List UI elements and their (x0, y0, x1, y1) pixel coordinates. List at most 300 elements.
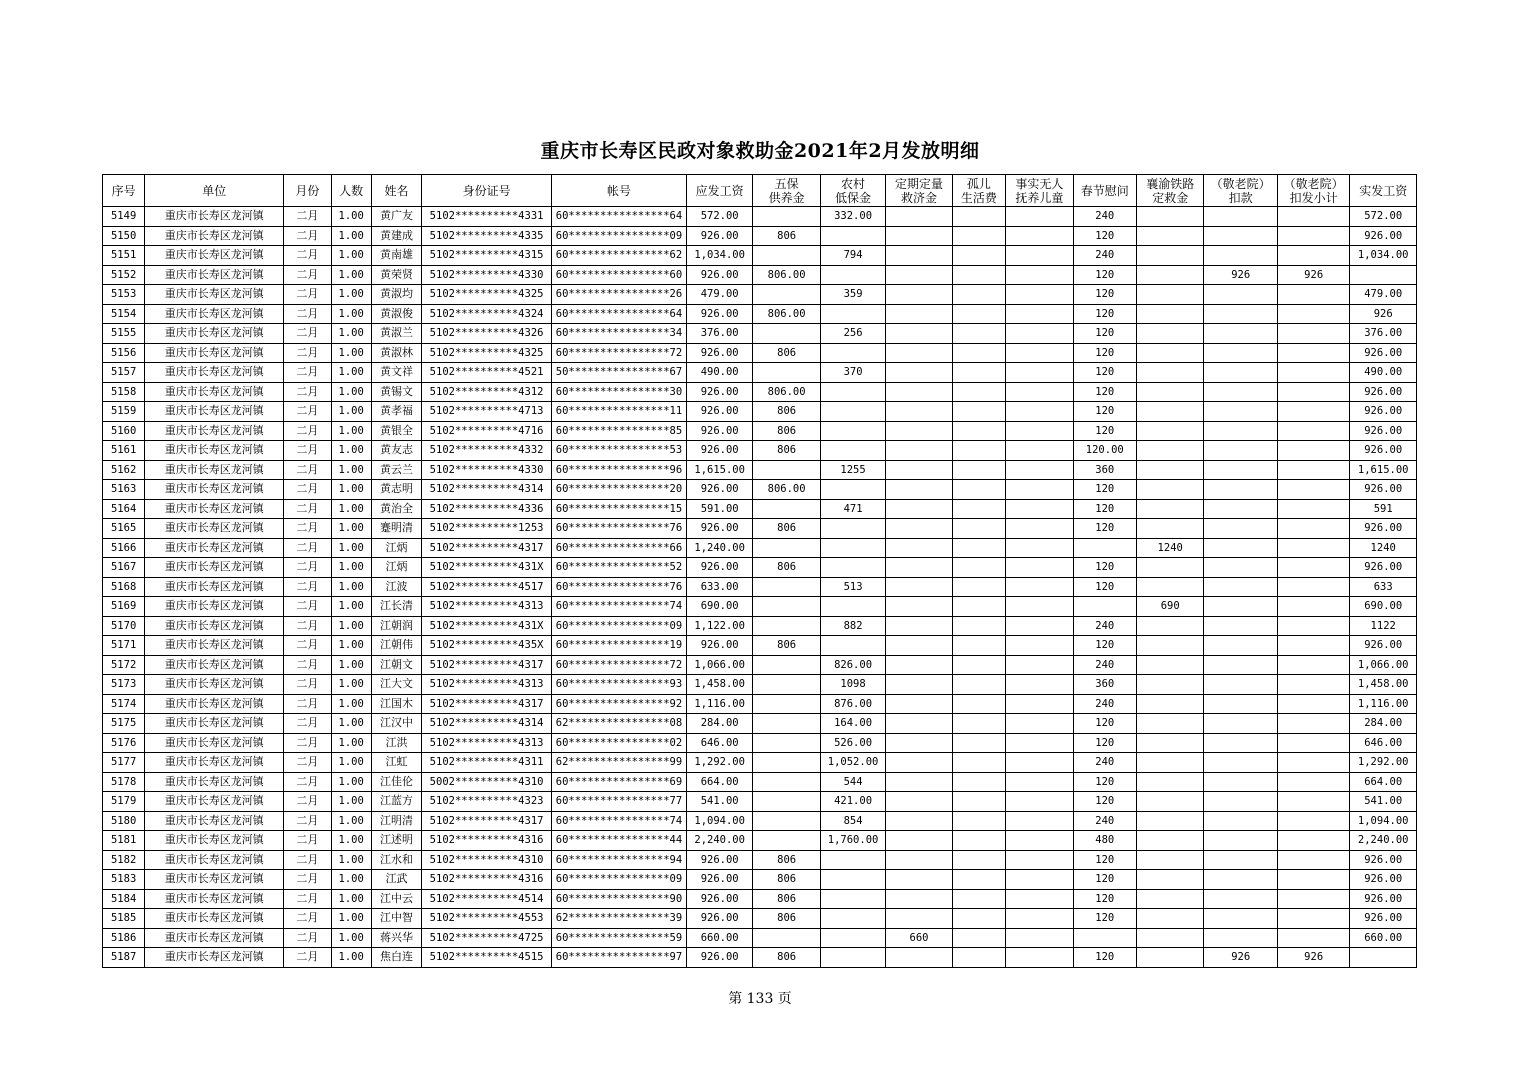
cell-rural-subsistence (820, 558, 885, 578)
cell-five-guarantee: 806 (753, 226, 820, 246)
cell-name: 黄淑均 (371, 285, 421, 305)
header-col-seq: 序号 (103, 175, 145, 207)
table-header-row (103, 175, 1417, 207)
cell-orphan-living (952, 538, 1005, 558)
cell-id-number: 5102**********4313 (422, 733, 552, 753)
cell-net-pay: 926.00 (1350, 343, 1417, 363)
cell-unit: 重庆市长寿区龙河镇 (145, 324, 284, 344)
cell-orphan-living (952, 246, 1005, 266)
cell-fixed-relief (886, 636, 952, 656)
cell-rural-subsistence: 1255 (820, 460, 885, 480)
table-row (103, 519, 1417, 539)
cell-unit: 重庆市长寿区龙河镇 (145, 304, 284, 324)
cell-unsupported-child (1006, 499, 1073, 519)
cell-fixed-relief (886, 343, 952, 363)
cell-id-number: 5102**********4311 (422, 753, 552, 773)
cell-name: 江中云 (371, 889, 421, 909)
cell-id-number: 5102**********4325 (422, 285, 552, 305)
cell-count: 1.00 (331, 714, 371, 734)
cell-five-guarantee: 806 (753, 421, 820, 441)
cell-unsupported-child (1006, 421, 1073, 441)
table-row (103, 948, 1417, 968)
cell-id-number: 5102**********4517 (422, 577, 552, 597)
cell-seq: 5153 (103, 285, 145, 305)
cell-unit: 重庆市长寿区龙河镇 (145, 363, 284, 383)
cell-id-number: 5102**********4515 (422, 948, 552, 968)
cell-gross-pay: 926.00 (686, 519, 752, 539)
cell-unit: 重庆市长寿区龙河镇 (145, 441, 284, 461)
cell-id-number: 5102**********4323 (422, 792, 552, 812)
cell-count: 1.00 (331, 363, 371, 383)
table-row (103, 304, 1417, 324)
table-row (103, 870, 1417, 890)
cell-seq: 5183 (103, 870, 145, 890)
table-row (103, 460, 1417, 480)
cell-unsupported-child (1006, 519, 1073, 539)
cell-month: 二月 (284, 421, 331, 441)
cell-month: 二月 (284, 850, 331, 870)
cell-account: 60****************94 (552, 850, 687, 870)
cell-unsupported-child (1006, 636, 1073, 656)
cell-nursing-deduction (1204, 792, 1278, 812)
cell-count: 1.00 (331, 402, 371, 422)
cell-id-number: 5102**********4317 (422, 694, 552, 714)
cell-id-number: 5102**********4312 (422, 382, 552, 402)
cell-month: 二月 (284, 324, 331, 344)
cell-month: 二月 (284, 831, 331, 851)
cell-nursing-deduction-subtotal (1277, 870, 1349, 890)
cell-five-guarantee: 806 (753, 519, 820, 539)
cell-nursing-deduction (1204, 441, 1278, 461)
cell-nursing-deduction-subtotal (1277, 909, 1349, 929)
cell-seq: 5155 (103, 324, 145, 344)
cell-spring-festival: 240 (1073, 246, 1136, 266)
cell-id-number: 5102**********1253 (422, 519, 552, 539)
cell-account: 60****************09 (552, 870, 687, 890)
cell-count: 1.00 (331, 558, 371, 578)
table-row (103, 655, 1417, 675)
cell-unit: 重庆市长寿区龙河镇 (145, 538, 284, 558)
cell-nursing-deduction (1204, 772, 1278, 792)
cell-nursing-deduction (1204, 343, 1278, 363)
cell-name: 江洪 (371, 733, 421, 753)
cell-rural-subsistence: 882 (820, 616, 885, 636)
cell-fixed-relief (886, 324, 952, 344)
cell-name: 江大文 (371, 675, 421, 695)
cell-fixed-relief: 660 (886, 928, 952, 948)
cell-account: 60****************52 (552, 558, 687, 578)
cell-five-guarantee (753, 538, 820, 558)
cell-nursing-deduction-subtotal: 926 (1277, 948, 1349, 968)
cell-orphan-living (952, 733, 1005, 753)
cell-fixed-relief (886, 597, 952, 617)
table-row (103, 694, 1417, 714)
cell-count: 1.00 (331, 421, 371, 441)
cell-rural-subsistence (820, 909, 885, 929)
cell-five-guarantee (753, 694, 820, 714)
cell-railway-relief (1136, 753, 1203, 773)
cell-seq: 5154 (103, 304, 145, 324)
cell-five-guarantee (753, 772, 820, 792)
cell-gross-pay: 926.00 (686, 480, 752, 500)
header-col-month: 月份 (284, 175, 331, 207)
cell-net-pay: 1,066.00 (1350, 655, 1417, 675)
cell-gross-pay: 376.00 (686, 324, 752, 344)
cell-railway-relief (1136, 304, 1203, 324)
cell-count: 1.00 (331, 226, 371, 246)
cell-name: 江虹 (371, 753, 421, 773)
table-row (103, 480, 1417, 500)
cell-net-pay: 1,116.00 (1350, 694, 1417, 714)
cell-month: 二月 (284, 363, 331, 383)
cell-gross-pay: 284.00 (686, 714, 752, 734)
table-row (103, 402, 1417, 422)
cell-gross-pay: 591.00 (686, 499, 752, 519)
cell-name: 黄广友 (371, 207, 421, 227)
cell-seq: 5185 (103, 909, 145, 929)
cell-nursing-deduction (1204, 655, 1278, 675)
cell-account: 50****************67 (552, 363, 687, 383)
cell-railway-relief (1136, 636, 1203, 656)
cell-month: 二月 (284, 597, 331, 617)
cell-count: 1.00 (331, 831, 371, 851)
cell-orphan-living (952, 714, 1005, 734)
cell-account: 60****************74 (552, 597, 687, 617)
cell-month: 二月 (284, 226, 331, 246)
cell-month: 二月 (284, 694, 331, 714)
cell-fixed-relief (886, 519, 952, 539)
cell-fixed-relief (886, 226, 952, 246)
cell-five-guarantee (753, 363, 820, 383)
cell-unsupported-child (1006, 948, 1073, 968)
cell-fixed-relief (886, 811, 952, 831)
cell-month: 二月 (284, 675, 331, 695)
cell-rural-subsistence (820, 519, 885, 539)
cell-five-guarantee: 806 (753, 909, 820, 929)
header-col-rural-subsistence: 农村 低保金 (820, 175, 885, 207)
cell-five-guarantee (753, 753, 820, 773)
cell-net-pay: 926.00 (1350, 850, 1417, 870)
cell-unsupported-child (1006, 694, 1073, 714)
cell-name: 江佳伦 (371, 772, 421, 792)
cell-unit: 重庆市长寿区龙河镇 (145, 948, 284, 968)
cell-name: 黄银全 (371, 421, 421, 441)
cell-month: 二月 (284, 792, 331, 812)
cell-nursing-deduction-subtotal (1277, 499, 1349, 519)
cell-orphan-living (952, 343, 1005, 363)
cell-gross-pay: 490.00 (686, 363, 752, 383)
cell-month: 二月 (284, 636, 331, 656)
cell-name: 蒋兴华 (371, 928, 421, 948)
cell-id-number: 5102**********4317 (422, 655, 552, 675)
cell-id-number: 5102**********4521 (422, 363, 552, 383)
cell-net-pay: 926.00 (1350, 382, 1417, 402)
cell-id-number: 5102**********4326 (422, 324, 552, 344)
cell-nursing-deduction (1204, 460, 1278, 480)
cell-spring-festival: 120 (1073, 909, 1136, 929)
cell-count: 1.00 (331, 382, 371, 402)
cell-account: 62****************08 (552, 714, 687, 734)
cell-five-guarantee (753, 499, 820, 519)
cell-fixed-relief (886, 948, 952, 968)
cell-nursing-deduction-subtotal: 926 (1277, 265, 1349, 285)
cell-rural-subsistence: 256 (820, 324, 885, 344)
cell-seq: 5181 (103, 831, 145, 851)
cell-orphan-living (952, 694, 1005, 714)
cell-id-number: 5102**********4313 (422, 597, 552, 617)
cell-name: 黄文祥 (371, 363, 421, 383)
cell-orphan-living (952, 460, 1005, 480)
cell-account: 60****************92 (552, 694, 687, 714)
cell-count: 1.00 (331, 480, 371, 500)
cell-spring-festival (1073, 538, 1136, 558)
cell-nursing-deduction (1204, 538, 1278, 558)
cell-gross-pay: 1,034.00 (686, 246, 752, 266)
cell-rural-subsistence (820, 889, 885, 909)
cell-id-number: 5102**********4514 (422, 889, 552, 909)
cell-spring-festival: 240 (1073, 694, 1136, 714)
cell-spring-festival: 120 (1073, 324, 1136, 344)
cell-fixed-relief (886, 616, 952, 636)
cell-nursing-deduction (1204, 733, 1278, 753)
cell-unit: 重庆市长寿区龙河镇 (145, 265, 284, 285)
cell-unit: 重庆市长寿区龙河镇 (145, 460, 284, 480)
cell-account: 60****************30 (552, 382, 687, 402)
cell-name: 黄孝福 (371, 402, 421, 422)
relief-fund-table (102, 174, 1417, 968)
cell-nursing-deduction (1204, 616, 1278, 636)
cell-seq: 5171 (103, 636, 145, 656)
cell-spring-festival: 120 (1073, 421, 1136, 441)
cell-unsupported-child (1006, 343, 1073, 363)
table-row (103, 499, 1417, 519)
cell-net-pay: 572.00 (1350, 207, 1417, 227)
cell-id-number: 5102**********4336 (422, 499, 552, 519)
cell-nursing-deduction-subtotal (1277, 850, 1349, 870)
cell-seq: 5182 (103, 850, 145, 870)
cell-nursing-deduction (1204, 909, 1278, 929)
cell-month: 二月 (284, 499, 331, 519)
cell-nursing-deduction-subtotal (1277, 558, 1349, 578)
cell-account: 60****************34 (552, 324, 687, 344)
cell-orphan-living (952, 616, 1005, 636)
cell-five-guarantee (753, 714, 820, 734)
cell-id-number: 5102**********4324 (422, 304, 552, 324)
cell-id-number: 5102**********4331 (422, 207, 552, 227)
cell-fixed-relief (886, 441, 952, 461)
cell-railway-relief (1136, 246, 1203, 266)
cell-net-pay: 926.00 (1350, 519, 1417, 539)
cell-five-guarantee: 806.00 (753, 480, 820, 500)
cell-seq: 5160 (103, 421, 145, 441)
cell-nursing-deduction (1204, 675, 1278, 695)
cell-nursing-deduction-subtotal (1277, 382, 1349, 402)
cell-unit: 重庆市长寿区龙河镇 (145, 421, 284, 441)
table-row (103, 733, 1417, 753)
cell-net-pay: 926.00 (1350, 636, 1417, 656)
cell-spring-festival: 240 (1073, 207, 1136, 227)
cell-account: 60****************26 (552, 285, 687, 305)
cell-month: 二月 (284, 558, 331, 578)
cell-railway-relief (1136, 772, 1203, 792)
cell-name: 黄志明 (371, 480, 421, 500)
cell-month: 二月 (284, 441, 331, 461)
cell-rural-subsistence (820, 304, 885, 324)
cell-nursing-deduction (1204, 714, 1278, 734)
cell-nursing-deduction-subtotal (1277, 636, 1349, 656)
header-col-nursing-deduction: （敬老院） 扣款 (1204, 175, 1278, 207)
cell-name: 江述明 (371, 831, 421, 851)
table-row (103, 285, 1417, 305)
cell-nursing-deduction (1204, 226, 1278, 246)
cell-id-number: 5102**********4716 (422, 421, 552, 441)
cell-gross-pay: 660.00 (686, 928, 752, 948)
cell-id-number: 5102**********4330 (422, 460, 552, 480)
cell-nursing-deduction (1204, 324, 1278, 344)
cell-name: 江明清 (371, 811, 421, 831)
table-row (103, 226, 1417, 246)
cell-unsupported-child (1006, 928, 1073, 948)
header-col-count: 人数 (331, 175, 371, 207)
cell-unit: 重庆市长寿区龙河镇 (145, 928, 284, 948)
cell-seq: 5170 (103, 616, 145, 636)
cell-seq: 5163 (103, 480, 145, 500)
cell-account: 62****************39 (552, 909, 687, 929)
header-col-orphan-living: 孤儿 生活费 (952, 175, 1005, 207)
cell-nursing-deduction (1204, 382, 1278, 402)
cell-account: 60****************20 (552, 480, 687, 500)
cell-id-number: 5102**********4315 (422, 246, 552, 266)
cell-fixed-relief (886, 363, 952, 383)
cell-name: 江炳 (371, 538, 421, 558)
table-row (103, 207, 1417, 227)
cell-nursing-deduction-subtotal (1277, 343, 1349, 363)
cell-id-number: 5102**********431X (422, 558, 552, 578)
cell-net-pay: 926.00 (1350, 421, 1417, 441)
cell-orphan-living (952, 285, 1005, 305)
cell-gross-pay: 926.00 (686, 402, 752, 422)
cell-unsupported-child (1006, 733, 1073, 753)
cell-name: 江汉中 (371, 714, 421, 734)
cell-five-guarantee: 806 (753, 441, 820, 461)
cell-nursing-deduction: 926 (1204, 265, 1278, 285)
table-row (103, 772, 1417, 792)
cell-seq: 5178 (103, 772, 145, 792)
cell-fixed-relief (886, 753, 952, 773)
cell-gross-pay: 926.00 (686, 382, 752, 402)
cell-railway-relief (1136, 577, 1203, 597)
cell-net-pay: 926.00 (1350, 889, 1417, 909)
cell-count: 1.00 (331, 636, 371, 656)
cell-nursing-deduction-subtotal (1277, 753, 1349, 773)
cell-rural-subsistence: 526.00 (820, 733, 885, 753)
cell-railway-relief: 690 (1136, 597, 1203, 617)
cell-railway-relief (1136, 792, 1203, 812)
cell-id-number: 5102**********435X (422, 636, 552, 656)
cell-nursing-deduction-subtotal (1277, 226, 1349, 246)
cell-net-pay: 1,034.00 (1350, 246, 1417, 266)
cell-spring-festival: 120 (1073, 285, 1136, 305)
cell-railway-relief (1136, 831, 1203, 851)
cell-name: 江蓝方 (371, 792, 421, 812)
cell-orphan-living (952, 402, 1005, 422)
cell-unsupported-child (1006, 597, 1073, 617)
cell-gross-pay: 926.00 (686, 226, 752, 246)
cell-spring-festival: 120 (1073, 519, 1136, 539)
table-row (103, 421, 1417, 441)
cell-spring-festival: 240 (1073, 616, 1136, 636)
cell-net-pay: 1,458.00 (1350, 675, 1417, 695)
cell-five-guarantee: 806 (753, 870, 820, 890)
cell-name: 江水和 (371, 850, 421, 870)
cell-unsupported-child (1006, 850, 1073, 870)
cell-unit: 重庆市长寿区龙河镇 (145, 850, 284, 870)
cell-five-guarantee: 806 (753, 343, 820, 363)
cell-orphan-living (952, 811, 1005, 831)
cell-unit: 重庆市长寿区龙河镇 (145, 733, 284, 753)
cell-gross-pay: 1,292.00 (686, 753, 752, 773)
page-title: 重庆市长寿区民政对象救助金2021年2月发放明细 (540, 140, 980, 162)
cell-nursing-deduction (1204, 694, 1278, 714)
cell-rural-subsistence: 1,760.00 (820, 831, 885, 851)
table-row (103, 597, 1417, 617)
cell-railway-relief (1136, 480, 1203, 500)
cell-month: 二月 (284, 343, 331, 363)
cell-fixed-relief (886, 655, 952, 675)
cell-spring-festival: 120 (1073, 636, 1136, 656)
cell-id-number: 5102**********4316 (422, 870, 552, 890)
cell-railway-relief (1136, 928, 1203, 948)
cell-gross-pay: 646.00 (686, 733, 752, 753)
cell-nursing-deduction (1204, 889, 1278, 909)
cell-nursing-deduction-subtotal (1277, 655, 1349, 675)
cell-orphan-living (952, 421, 1005, 441)
cell-seq: 5173 (103, 675, 145, 695)
cell-nursing-deduction-subtotal (1277, 285, 1349, 305)
cell-unit: 重庆市长寿区龙河镇 (145, 382, 284, 402)
cell-railway-relief (1136, 675, 1203, 695)
cell-railway-relief (1136, 226, 1203, 246)
table-row (103, 246, 1417, 266)
cell-fixed-relief (886, 850, 952, 870)
cell-five-guarantee: 806.00 (753, 304, 820, 324)
cell-nursing-deduction-subtotal (1277, 324, 1349, 344)
header-col-nursing-deduction-subtotal: （敬老院） 扣发小计 (1277, 175, 1349, 207)
table-row (103, 538, 1417, 558)
cell-gross-pay: 926.00 (686, 889, 752, 909)
cell-orphan-living (952, 597, 1005, 617)
cell-spring-festival: 360 (1073, 460, 1136, 480)
cell-account: 60****************72 (552, 343, 687, 363)
table-row (103, 382, 1417, 402)
cell-railway-relief (1136, 870, 1203, 890)
cell-nursing-deduction-subtotal (1277, 831, 1349, 851)
cell-unsupported-child (1006, 402, 1073, 422)
cell-seq: 5174 (103, 694, 145, 714)
table-body (103, 207, 1417, 968)
cell-net-pay: 541.00 (1350, 792, 1417, 812)
cell-orphan-living (952, 772, 1005, 792)
cell-rural-subsistence (820, 480, 885, 500)
cell-railway-relief (1136, 207, 1203, 227)
cell-fixed-relief (886, 870, 952, 890)
cell-gross-pay: 1,458.00 (686, 675, 752, 695)
cell-fixed-relief (886, 499, 952, 519)
cell-unit: 重庆市长寿区龙河镇 (145, 480, 284, 500)
cell-unit: 重庆市长寿区龙河镇 (145, 402, 284, 422)
cell-seq: 5159 (103, 402, 145, 422)
cell-railway-relief (1136, 733, 1203, 753)
